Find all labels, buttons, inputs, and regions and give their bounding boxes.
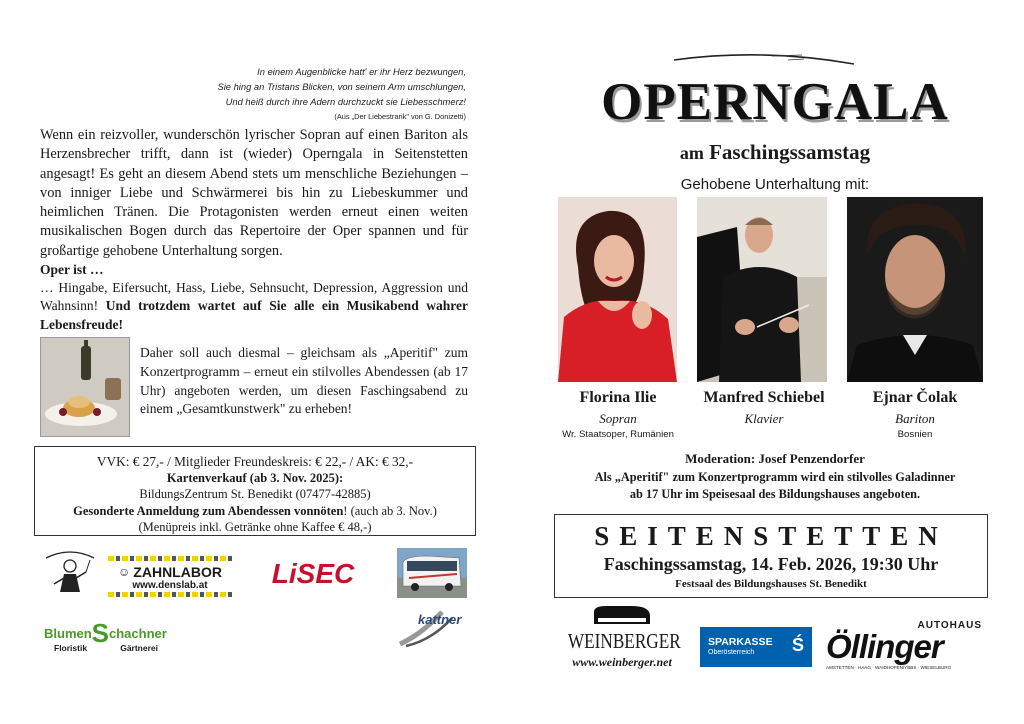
zahnlabor-text: ZAHNLABOR (133, 564, 222, 580)
quote-line: Sie hing an Tristans Blicken, von seinem Arm umschlungen, (217, 81, 466, 92)
dinner-registration (35, 503, 475, 519)
freundeskreis-banner-logo (672, 46, 856, 72)
venue-place: Festsaal des Bildungshauses St. Benedikt (675, 578, 867, 590)
presale-location: BildungsZentrum St. Benedikt (07477-42885) (139, 487, 371, 502)
artist-origin: Wr. Staatsoper, Rumänien (562, 429, 674, 440)
bus-photo (397, 548, 467, 598)
dinner-registration-rest: ! (auch ab 3. Nov.) (343, 503, 437, 518)
tooth-icon: ☺ (118, 565, 131, 579)
floristik-text: Floristik (54, 643, 88, 653)
price-line: VVK: € 27,- / Mitglieder Freundeskreis: € 22,- / AK: € 32,- (96, 454, 414, 469)
quote-source: (Aus „Der Liebestrank" von G. Donizetti) (334, 112, 466, 121)
menu-price: (Menüpreis inkl. Getränke ohne Kaffee € 48,-) (138, 519, 372, 534)
freundeskreis-logo (42, 548, 98, 596)
sparkasse-s-icon: Ś (791, 635, 804, 655)
photo-ejnar-colak (847, 197, 983, 382)
subtitle-small: am (679, 143, 704, 163)
moderation-line: Moderation: Josef Penzendorfer (685, 451, 865, 466)
artist-role: Sopran (599, 411, 637, 426)
weinberger-text: WEINBERGER (567, 629, 681, 653)
aperitif-paragraph: Daher soll auch diesmal – gleichsam als „Aperitif" zum Konzertprogramm – erneut ein stilvolles Abendessen (ab 17 Uhr) angeboten werden, um diesen Faschingsabend zu einem „Gesamtkunstwerk" zu erheben! (140, 345, 468, 417)
oellinger-text: Öllinger (826, 628, 943, 665)
blumen-schachner-logo (44, 604, 168, 653)
lisec-text: LiSEC (271, 558, 355, 589)
blumen-text: Blumen (44, 626, 92, 641)
event-date: Faschingssamstag, 14. Feb. 2026, 19:30 Uhr (603, 554, 939, 574)
artist-name: Manfred Schiebel (703, 389, 825, 406)
oper-text: … Hingabe, Eifersucht, Hass, Liebe, Sehnsucht, Depression, Aggression und Wahnsinn! (40, 280, 468, 314)
quote-block (140, 64, 466, 124)
artist-role: Bariton (895, 411, 935, 426)
dinner-photo (40, 337, 130, 437)
oper-heading: Oper ist … (40, 262, 104, 277)
kattner-logo (392, 604, 472, 648)
subtitle (555, 140, 995, 165)
photo-manfred-schiebel (697, 197, 827, 382)
venue-city: SEITENSTETTEN (594, 521, 948, 551)
sparkasse-logo (700, 627, 812, 667)
subtitle-main: Faschingssamstag (709, 140, 871, 164)
artist-name: Ejnar Čolak (872, 389, 958, 406)
artist-manfred-schiebel (690, 389, 838, 427)
dinner-info (555, 469, 995, 503)
zahnlabor-url: www.denslab.at (132, 580, 208, 591)
intro-line: Gehobene Unterhaltung mit: (680, 176, 870, 193)
quote-line: Und heiß durch ihre Adern durchzuckt sie Liebesschmerz! (225, 96, 466, 107)
kattner-text: kattner (418, 612, 462, 627)
schachner-text: chachner (109, 626, 167, 641)
artist-origin: Bosnien (897, 429, 933, 440)
venue-box (554, 514, 988, 598)
gaertnerei-text: Gärtnerei (120, 643, 158, 653)
presale-info: Kartenverkauf (ab 3. Nov. 2025): (166, 471, 344, 486)
weinberger-url: www.weinberger.net (572, 655, 672, 669)
artist-role: Klavier (744, 411, 784, 426)
artist-name: Florina Ilie (579, 389, 657, 406)
intro-paragraph: Wenn ein reizvoller, wunderschön lyrischer Sopran auf einen Bariton als Herzensbrecher trifft, dann ist (wieder) Operngala in Seitenstetten angesagt! Es geht an diesem Abend stets um menschliche Beziehungen – von inniger Liebe und Schwärmerei bis hin zu Liebeskummer und heimlichen Tränen. Die Protagonisten werden erneut einen weiten musikalischen Bogen durch das Repertoire der Oper spannen und für großartige gehobene Unterhaltung sorgen. (40, 127, 468, 259)
photo-florina-ilie (558, 197, 677, 382)
oellinger-logo (826, 620, 986, 676)
page-title: OPERNGALA (601, 73, 949, 131)
piano-icon (592, 604, 652, 626)
oper-bold-text: Und trotzdem wartet auf Sie alle ein Musikabend wahrer Lebensfreude! (40, 298, 469, 332)
oellinger-sub: AMSTETTEN · HAAG · WAIDHOFEN/YBBS · WIESELBURG (826, 665, 952, 670)
dinner-registration-bold: Gesonderte Anmeldung zum Abendessen vonnöten (73, 503, 344, 518)
weinberger-logo (556, 604, 688, 680)
zahnlabor-logo (108, 556, 232, 596)
lisec-logo (266, 558, 360, 590)
dinner-line-2: ab 17 Uhr im Speisesaal des Bildungshauses angeboten. (629, 487, 921, 501)
artist-florina-ilie (548, 389, 688, 440)
autohaus-text: AUTOHAUS (917, 620, 982, 631)
price-box (34, 446, 476, 536)
quote-line: In einem Augenblicke hatt' er ihr Herz bezwungen, (257, 66, 466, 77)
artist-ejnar-colak (845, 389, 985, 440)
oper-paragraph (40, 279, 468, 334)
sparkasse-sub: Oberösterreich (708, 649, 755, 656)
blumen-s-icon: S (91, 618, 110, 648)
sparkasse-text: SPARKASSE (708, 636, 773, 648)
dinner-line-1: Als „Aperitif" zum Konzertprogramm wird ein stilvolles Galadinner (594, 470, 956, 484)
